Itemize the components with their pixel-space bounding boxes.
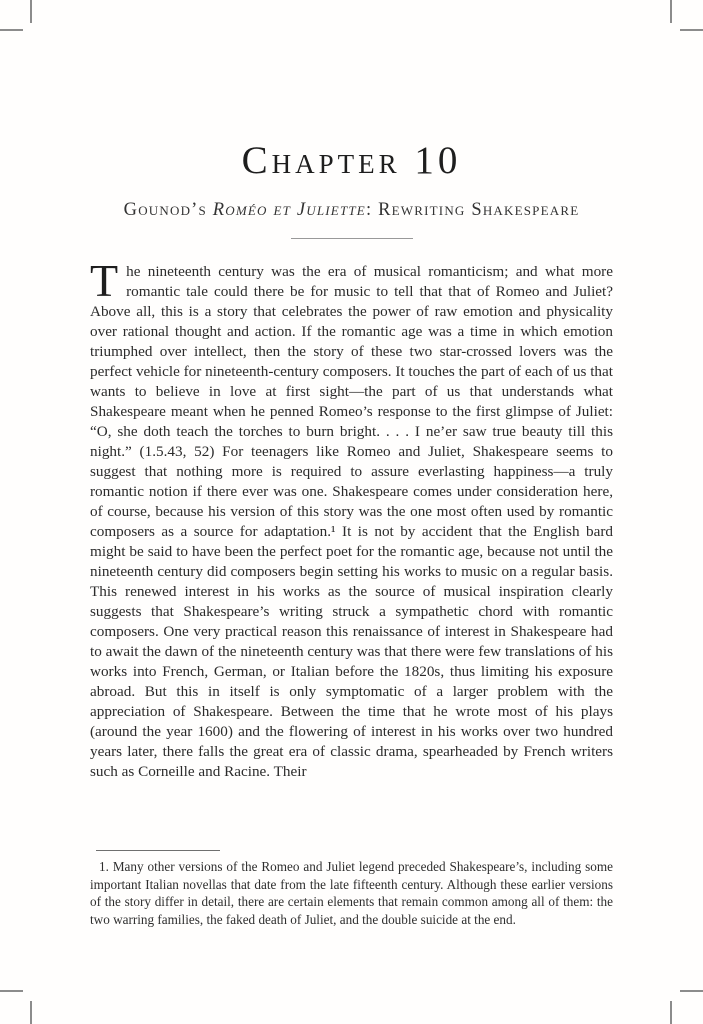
footnote-area [90, 850, 613, 928]
crop-mark-bottom-right-vertical [670, 1001, 672, 1024]
crop-mark-top-right-vertical [670, 0, 672, 23]
crop-mark-bottom-left-horizontal [0, 990, 23, 992]
body-paragraph [90, 255, 613, 782]
dropcap-letter: T [90, 255, 119, 306]
subtitle-opera-title: Roméo et Juliette [212, 200, 366, 220]
subtitle-prefix: Gounod’s [123, 200, 213, 220]
chapter-title: Chapter 10 [241, 139, 462, 182]
crop-mark-bottom-right-horizontal [680, 990, 703, 992]
header-divider-rule [291, 238, 413, 239]
crop-mark-top-left-vertical [30, 0, 32, 23]
footnote-text: 1. Many other versions of the Romeo and Juliet legend preceded Shakespeare’s, including some important Italian novellas that date from the late fifteenth century. Although these earlier versions of the story differ in detail, there are certain elements that remain common among all of them: the two warring families, the faked death of Juliet, and the double suicide at the end. [90, 859, 613, 927]
crop-mark-top-right-horizontal [680, 29, 703, 31]
crop-mark-top-left-horizontal [0, 29, 23, 31]
body-paragraph-text: he nineteenth century was the era of musical romanticism; and what more romantic tale could there be for music to tell that that of Romeo and Juliet? Above all, this is a story that celebrates the power of raw emotion and physicality over rational thought and action. If the romantic age was a time in which emotion triumphed over intellect, then the story of these two star-crossed lovers was the perfect vehicle for nineteenth-century composers. It touches the part of each of us that wants to believe in love at first sight—the part of us that understands what Shakespeare meant when he penned Romeo’s response to the first glimpse of Juliet: “O, she doth teach the torches to burn bright. . . . I ne’er saw true beauty till this night.” (1.5.43, 52) For teenagers like Romeo and Juliet, Shakespeare seems to suggest that nothing more is required to assure everlasting happiness—a truly romantic notion if there ever was one. Shakespeare comes under consideration here, of course, because his version of this story was the one most often used by romantic composers as a source for adaptation.¹ It is not by accident that the English bard might be said to have been the perfect poet for the romantic age, because not until the nineteenth century did composers begin setting his works to music on a regular basis. This renewed interest in his works as the source of musical inspiration clearly suggests that Shakespeare’s writing struck a sympathetic chord with romantic composers. One very practical reason this renaissance of interest in Shakespeare had to await the dawn of the nineteenth century was that there were few translations of his works into French, German, or Italian before the 1820s, thus limiting his exposure abroad. But this in itself is only symptomatic of a larger problem with the appreciation of Shakespeare. Between the time that he wrote most of his plays (around the year 1600) and the flowering of interest in his works over two hundred years later, there falls the great era of classic drama, spearheaded by French writers such as Corneille and Racine. Their [90, 263, 613, 780]
chapter-subtitle [90, 199, 613, 221]
footnote-divider-rule [96, 850, 220, 851]
subtitle-suffix: : Rewriting Shakespeare [365, 200, 580, 220]
crop-mark-bottom-left-vertical [30, 1001, 32, 1024]
chapter-header [90, 140, 613, 239]
page-body [90, 255, 613, 782]
